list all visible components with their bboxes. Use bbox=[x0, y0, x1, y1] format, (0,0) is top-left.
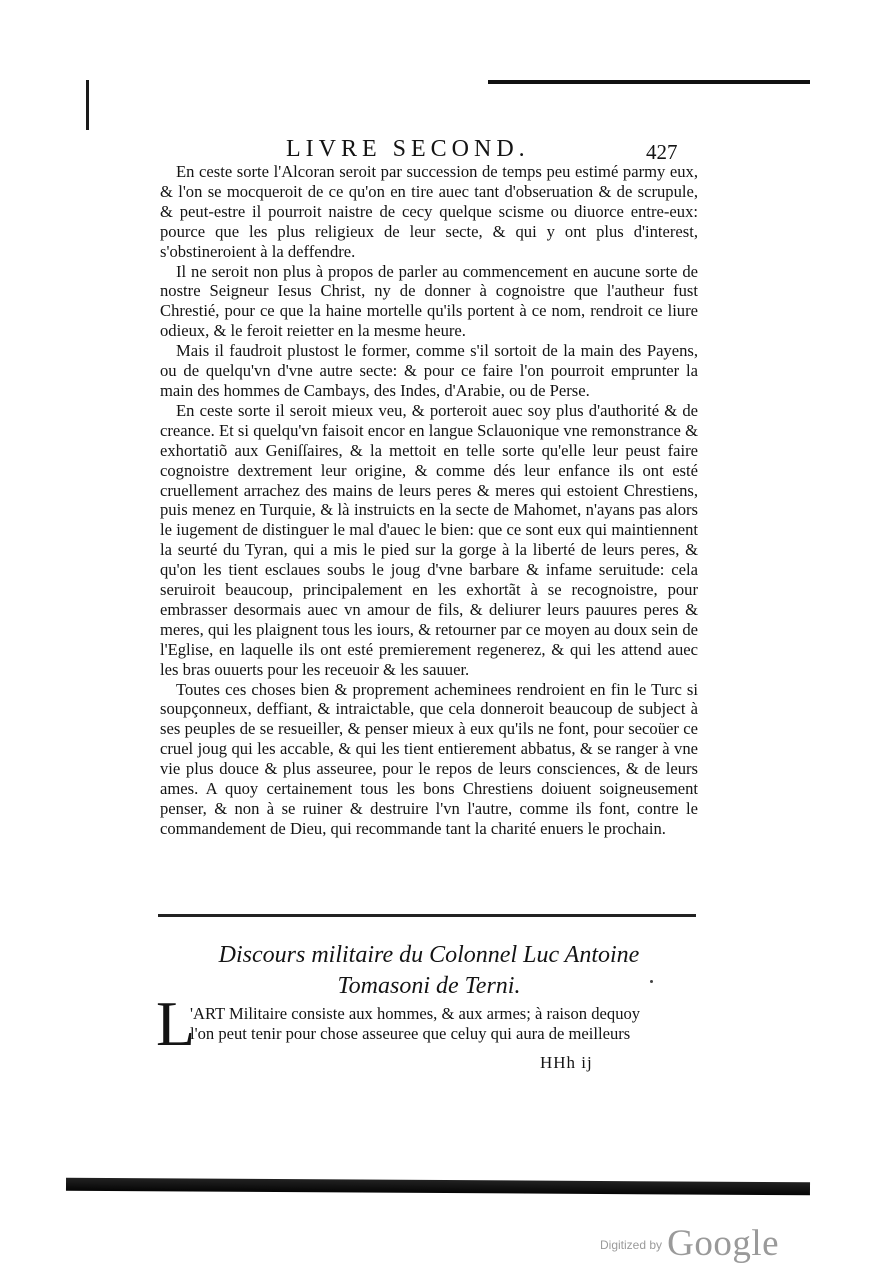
paragraph: En ceste sorte l'Alcoran seroit par succession de temps peu estimé parmy eux, & l'on se mocqueroit de ce qu'on en tire auec tant d'obseruation & de scrupule, & peut-estre il pourroit naistre de cecy quelque scisme ou diuorce entre-eux: pource que les plus religieux de leur secte, & qui y ont plus d'interest, s'obstineroient à la deffendre. bbox=[160, 162, 698, 261]
paragraph: Mais il faudroit plustost le former, comme s'il sortoit de la main des Payens, ou de quelqu'vn d'vne autre secte: & pour ce faire l'on pourroit emprunter la main des hommes de Cambays, des Indes, d'Arabie, ou de Perse. bbox=[160, 341, 698, 400]
body-text bbox=[160, 162, 698, 839]
scan-left-edge bbox=[86, 80, 89, 130]
section-divider bbox=[158, 914, 696, 917]
google-logo: Google bbox=[667, 1223, 780, 1264]
section-title-line: Tomasoni de Terni. bbox=[337, 973, 521, 999]
paragraph: En ceste sorte il seroit mieux veu, & porteroit auec soy plus d'authorité & de creance. Et si quelqu'vn faisoit encor en langue Sclauonique vne remonstrance & exhortatiõ aux Geniſſaires, & la mettoit en telle sorte qu'elle leur peust faire cognoistre dextrement leur origine, & comme dés leur enfance ils ont esté cruellement arrachez des mains de leurs peres & meres qui estoient Chrestiens, puis menez en Turquie, & là instruicts en la secte de Mahomet, n'ayans pas alors le iugement de distinguer le mal d'auec le bien: que ce sont eux qui maintiennent la seurté du Tyran, qui a mis le pied sur la gorge à la liberté de leurs peres, & qu'on les tient esclaues soubs le joug d'vne barbare & infame seruitude: cela seruiroit beaucoup, principalement en les exhortãt à se recognoistre, pour embrasser desormais auec vn amour de fils, & deliurer leurs pauures peres & meres, qui les plaignent tous les iours, & retourner par ce moyen au doux sein de l'Eglise, en laquelle ils ont esté premierement regenerez, & qui les attend auec les bras ouuerts pour les receuoir & les sauuer. bbox=[160, 400, 698, 679]
opening-text bbox=[190, 1004, 698, 1044]
page-number: 427 bbox=[646, 140, 678, 164]
section-title-line: Discours militaire du Colonnel Luc Antoine bbox=[218, 942, 640, 968]
bottom-rule bbox=[66, 1178, 810, 1196]
paragraph: Il ne seroit non plus à propos de parler au commencement en aucune sorte de nostre Seigneur Iesus Christ, ny de donner à cognoistre que l'autheur fust Chrestié, pour ce que la haine mortelle qu'ils portent à ce nom, rendroit ce liure odieux, & le feroit reietter en la mesme heure. bbox=[160, 261, 698, 341]
opening-line: l'on peut tenir pour chose asseuree que celuy qui aura de meilleurs bbox=[190, 1023, 631, 1043]
paragraph: Toutes ces choses bien & proprement acheminees rendroient en fin le Turc si soupçonneux, deffiant, & intraictable, que cela donneroit beaucoup de subject à ses peuples de se resueiller, & penser mieux à eux qu'ils ne font, pour secoüer ce cruel joug qui les accable, & qui les tient entierement abbatus, & se ranger à vne vie plus douce & plus asseuree, pour le repos de leurs consciences, & de leurs ames. A quoy certainement tous les bons Chrestiens doiuent soigneusement penser, & non à se ruiner & destruire l'vn l'autre, comme ils font, contre le commandement de Dieu, qui recommande tant la charité enuers le prochain. bbox=[160, 679, 698, 838]
running-head: LIVRE SECOND. bbox=[286, 136, 530, 162]
digitized-watermark bbox=[600, 1222, 779, 1265]
signature-mark: HHh ij bbox=[540, 1053, 593, 1072]
section-title bbox=[160, 940, 698, 1002]
ink-speck bbox=[650, 980, 653, 983]
top-rule bbox=[488, 80, 810, 84]
opening-line: 'ART Militaire consiste aux hommes, & aux armes; à raison dequoy bbox=[190, 1004, 641, 1023]
digitized-by-label: Digitized by bbox=[600, 1238, 663, 1252]
drop-cap: L bbox=[156, 988, 196, 1059]
